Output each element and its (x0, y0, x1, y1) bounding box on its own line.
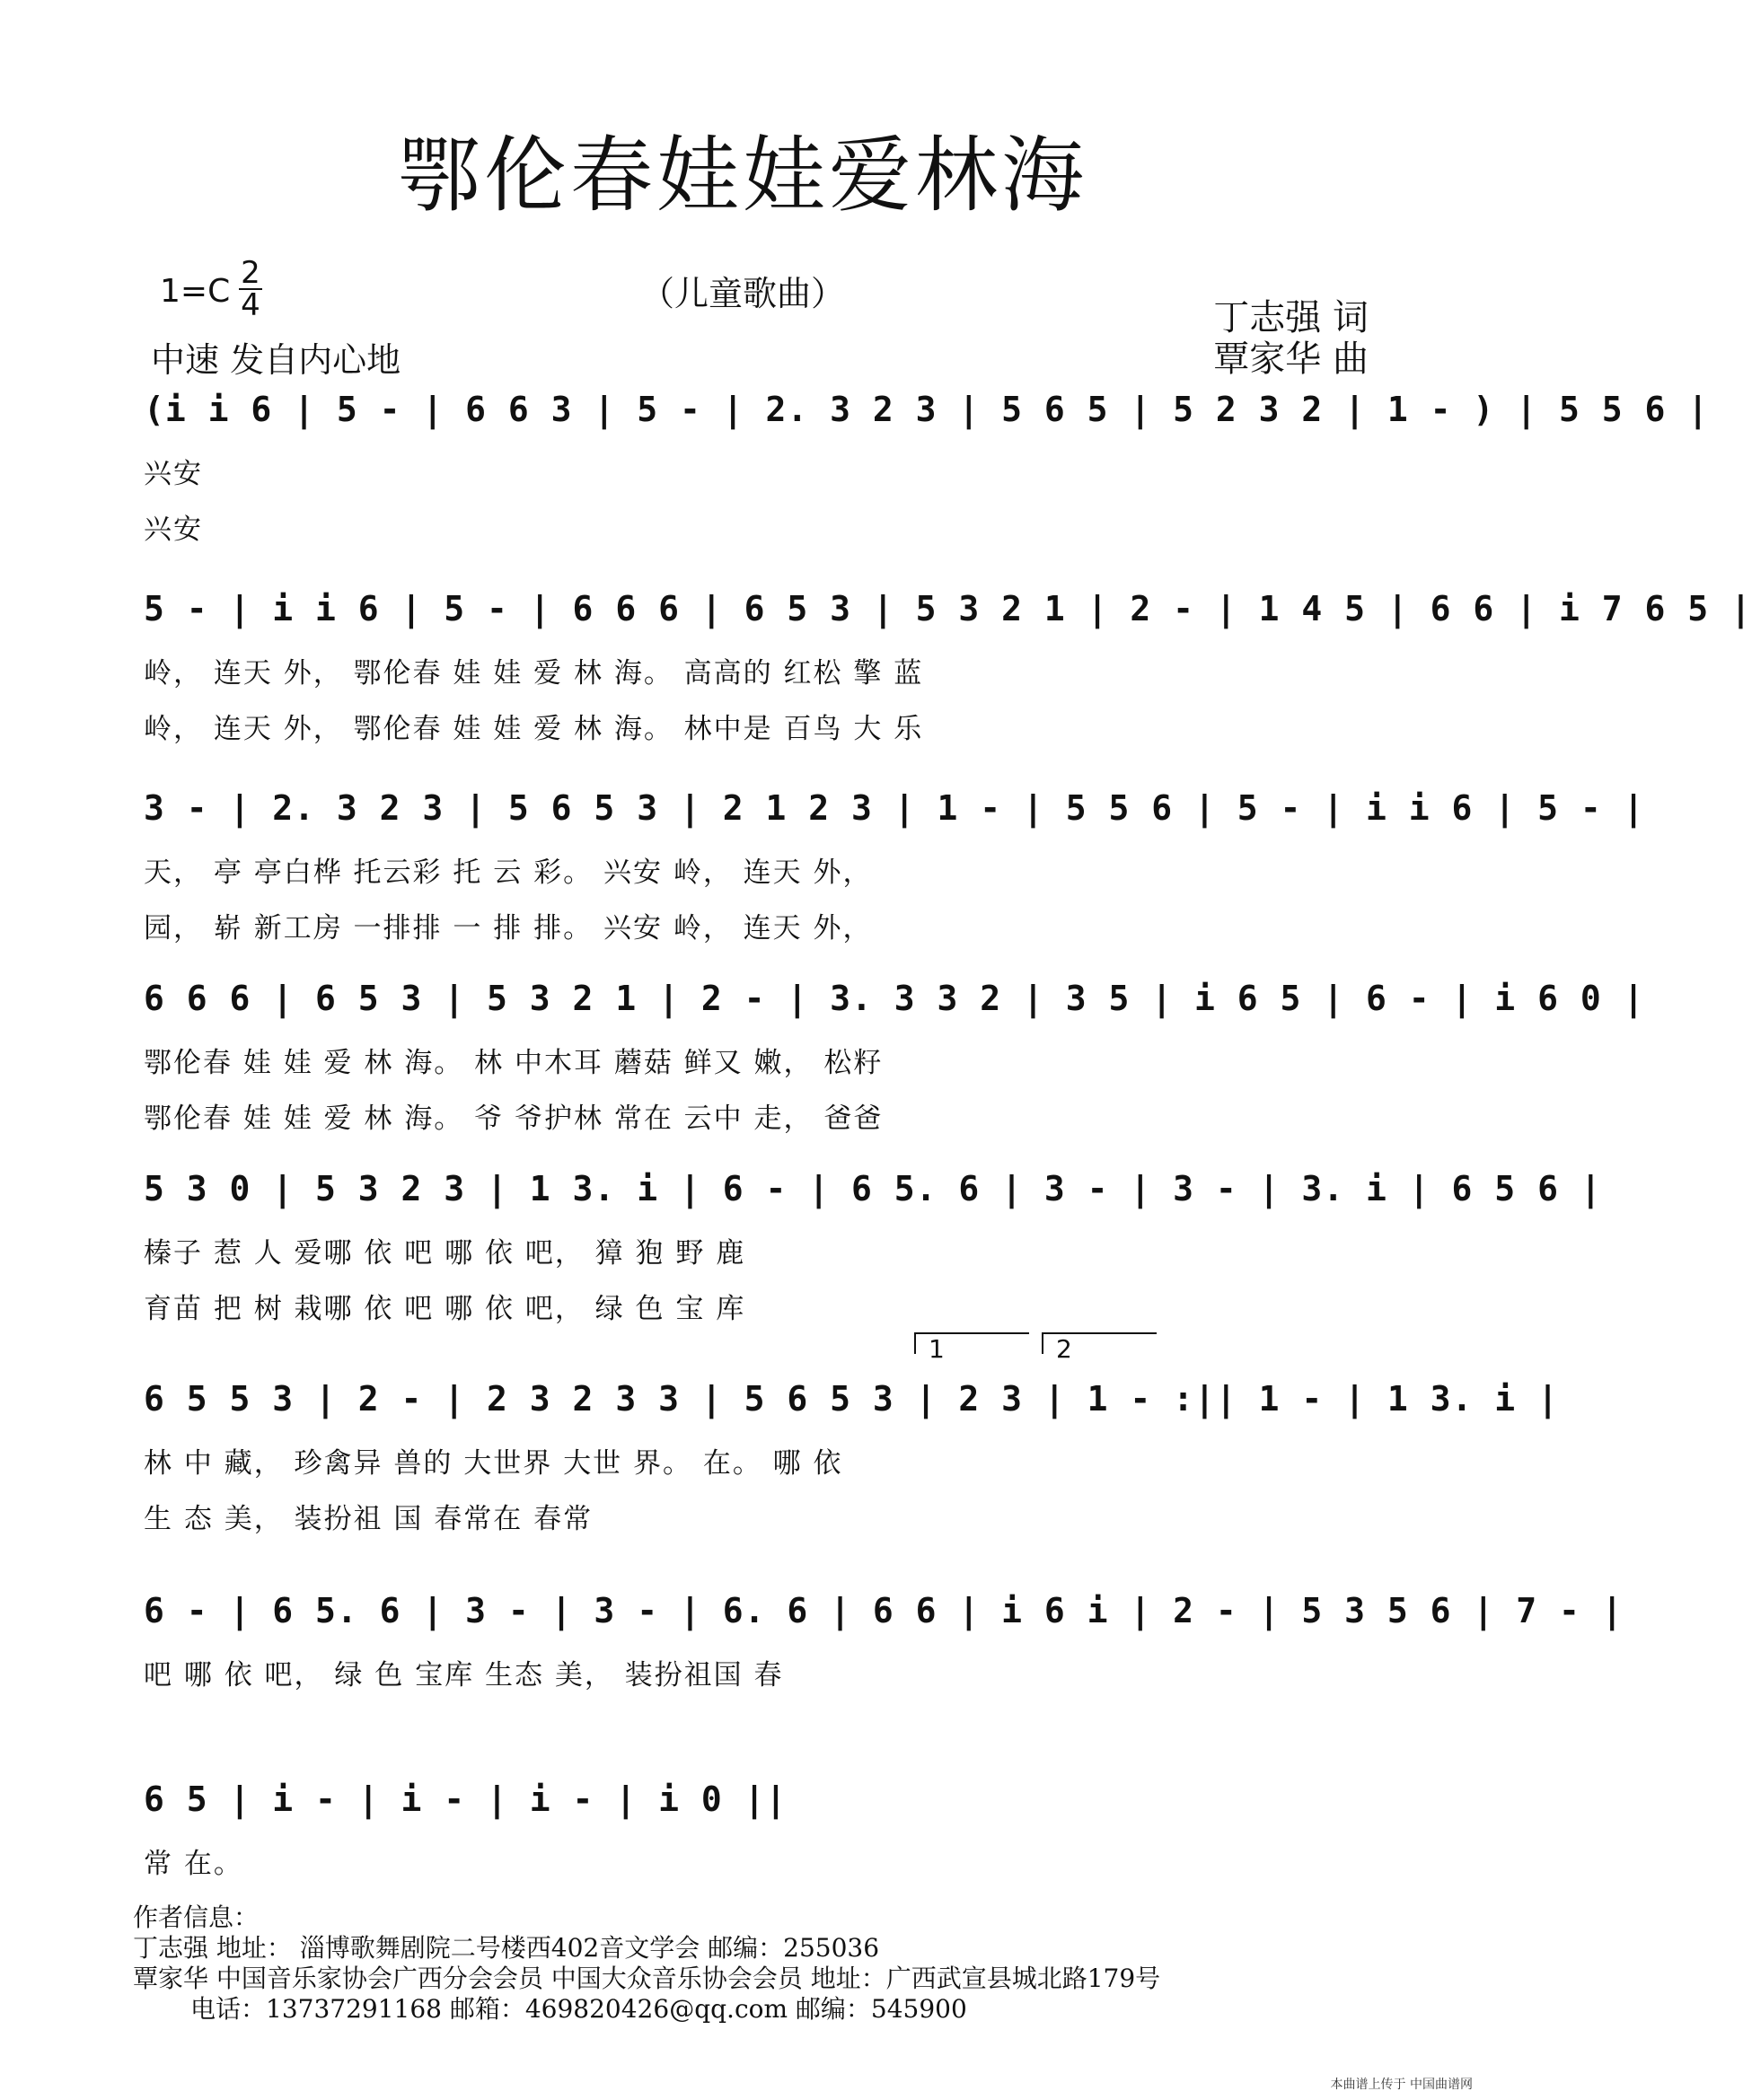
lyric-verse-2: 生 态 美， 装扮祖 国 春常在 春常 (144, 1503, 594, 1535)
score-system-3 (144, 783, 1645, 962)
volta-bracket-2 (1042, 1332, 1157, 1364)
tempo-marking: 中速 发自内心地 (151, 340, 401, 380)
lyric-verse-1: 天， 亭 亭白桦 托云彩 托 云 彩。 兴安 岭， 连天 外， (144, 857, 873, 889)
score-system-7 (144, 1586, 1624, 1711)
lyric-verse-1: 吧 哪 依 吧， 绿 色 宝库 生态 美， 装扮祖国 春 (144, 1659, 784, 1691)
lyricist-credit: 丁志强 词 (1213, 297, 1369, 338)
lyric-verse-2: 兴安 (144, 514, 203, 546)
composer-credit: 覃家华 曲 (1213, 338, 1369, 380)
lyric-verse-1: 林 中 藏， 珍禽异 兽的 大世界 大世 界。 在。 哪 依 (144, 1447, 843, 1480)
notation-line: (i i 6 | 5 - | 6 6 3 | 5 - | 2. 3 2 3 | 5 6 5 | 5 2 3 2 | 1 - ) | 5 5 6 | (144, 390, 1710, 429)
song-title: 鄂伦春娃娃爱林海 (397, 127, 1087, 224)
lyric-verse-1: 鄂伦春 娃 娃 爱 林 海。 林 中木耳 蘑菇 鲜又 嫩， 松籽 (144, 1047, 884, 1079)
author-info-line-2: 覃家华 中国音乐家协会广西分会会员 中国大众音乐协会会员 地址：广西武宣县城北路179号 (133, 1964, 1161, 1993)
time-signature (237, 255, 264, 323)
author-info-label: 作者信息： (133, 1902, 260, 1932)
volta-1-label: 1 (929, 1334, 945, 1364)
author-info-line-1: 丁志强 地址： 淄博歌舞剧院二号楼西402音文学会 邮编：255036 (133, 1933, 880, 1963)
notation-line: 6 6 6 | 6 5 3 | 5 3 2 1 | 2 - | 3. 3 3 2 | 3 5 | i 6 5 | 6 - | i 6 0 | (144, 979, 1645, 1018)
volta-2-label: 2 (1056, 1334, 1072, 1364)
score-system-1 (144, 384, 1710, 564)
lyric-verse-1: 榛子 惹 人 爱哪 依 吧 哪 依 吧， 獐 狍 野 鹿 (144, 1237, 746, 1270)
notation-line: 6 - | 6 5. 6 | 3 - | 3 - | 6. 6 | 6 6 | i 6 i | 2 - | 5 3 5 6 | 7 - | (144, 1591, 1624, 1630)
song-subtitle: （儿童歌曲） (639, 274, 845, 313)
notation-line: 6 5 5 3 | 2 - | 2 3 2 3 3 | 5 6 5 3 | 2 3 | 1 - :|| 1 - | 1 3. i | (144, 1379, 1559, 1419)
lyric-verse-2: 育苗 把 树 栽哪 依 吧 哪 依 吧， 绿 色 宝 库 (144, 1293, 746, 1325)
author-info-line-3: 电话：13737291168 邮箱：469820426@qq.com 邮编：545900 (190, 1994, 967, 2024)
notation-line: 6 5 | i - | i - | i - | i 0 || (144, 1779, 788, 1819)
notation-line: 5 - | i i 6 | 5 - | 6 6 6 | 6 5 3 | 5 3 2 1 | 2 - | 1 4 5 | 6 6 | i 7 6 5 | (144, 589, 1752, 628)
lyric-verse-1: 常 在。 (144, 1848, 243, 1880)
volta-bracket-1 (914, 1332, 1029, 1364)
notation-line: 5 3 0 | 5 3 2 3 | 1 3. i | 6 - | 6 5. 6 | 3 - | 3 - | 3. i | 6 5 6 | (144, 1169, 1602, 1208)
score-system-2 (144, 584, 1752, 763)
lyric-verse-2: 园， 崭 新工房 一排排 一 排 排。 兴安 岭， 连天 外， (144, 912, 873, 945)
notation-line: 3 - | 2. 3 2 3 | 5 6 5 3 | 2 1 2 3 | 1 - | 5 5 6 | 5 - | i i 6 | 5 - | (144, 788, 1645, 828)
lyric-verse-1: 兴安 (144, 458, 203, 490)
lyric-verse-1: 岭， 连天 外， 鄂伦春 娃 娃 爱 林 海。 高高的 红松 擎 蓝 (144, 657, 924, 690)
time-signature-top: 2 (241, 255, 260, 291)
score-system-5 (144, 1164, 1602, 1343)
score-system-4 (144, 973, 1645, 1153)
score-system-8 (144, 1774, 1374, 1900)
site-watermark: 本曲谱上传于 中国曲谱网 (1330, 2078, 1473, 2092)
score-system-6 (144, 1374, 1559, 1553)
key-signature: 1=C (160, 273, 231, 310)
time-signature-bottom: 4 (241, 287, 260, 323)
lyric-verse-2: 岭， 连天 外， 鄂伦春 娃 娃 爱 林 海。 林中是 百鸟 大 乐 (144, 713, 924, 745)
lyric-verse-2: 鄂伦春 娃 娃 爱 林 海。 爷 爷护林 常在 云中 走， 爸爸 (144, 1103, 884, 1135)
